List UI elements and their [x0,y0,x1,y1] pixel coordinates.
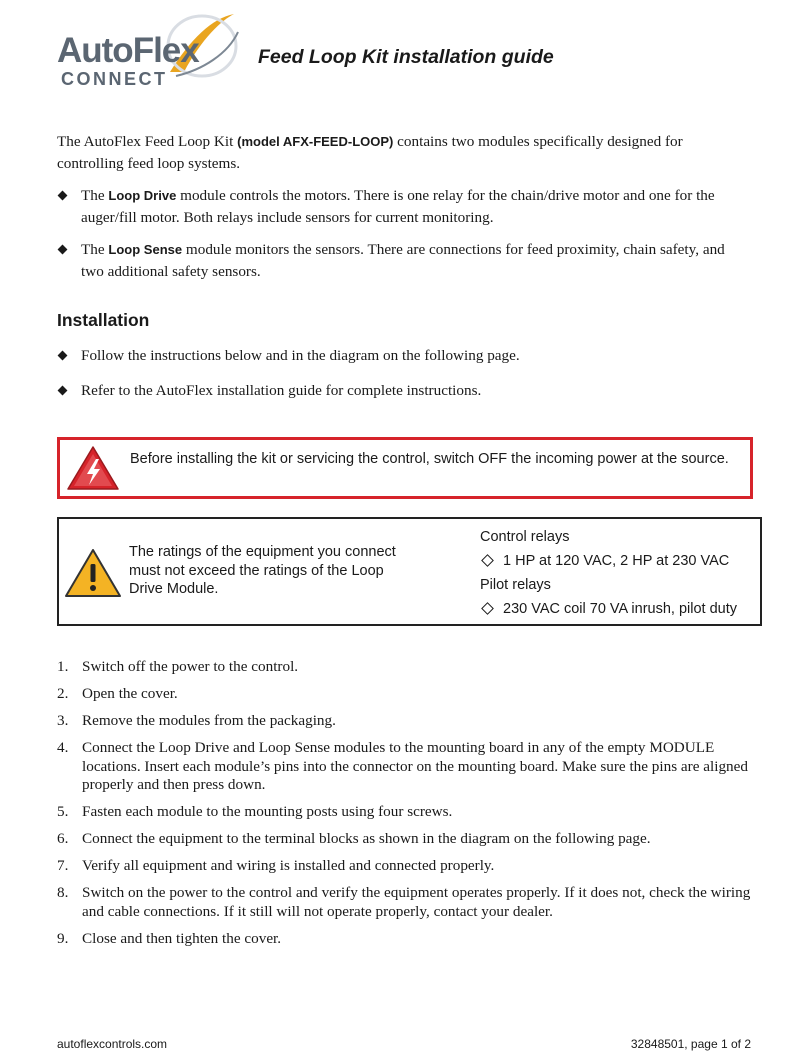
list-item [57,685,757,704]
step-text: Switch on the power to the control and verify the equipment operates properly. If it does not, check the wiring and cable connections. If it still will not operate properly, contact your dealer. [82,884,751,920]
intro-paragraph [57,131,747,175]
list-item [57,930,757,949]
control-relays-value: 1 HP at 120 VAC, 2 HP at 230 VAC [503,553,730,569]
list-item [57,380,747,402]
list-item [57,345,747,367]
instruction-text: Follow the instructions below and in the diagram on the following page. [81,347,520,364]
bullet-diamond-icon [58,351,68,361]
installation-steps [57,658,757,957]
list-item [57,857,757,876]
model-number: (model AFX-FEED-LOOP) [237,134,394,149]
step-text: Switch off the power to the control. [82,658,299,675]
list-item [57,803,757,822]
bullet-diamond-icon [58,191,68,201]
ratings-warning: The ratings of the equipment you connect must not exceed the ratings of the Loop Drive Module. [129,544,396,597]
caution-icon [64,548,122,598]
relay-specs [480,525,760,621]
module-list [57,185,747,283]
list-item [57,658,757,677]
step-number: 8. [57,884,69,901]
step-text: Open the cover. [82,685,178,702]
electrical-hazard-icon [66,445,120,491]
bullet-diamond-icon [58,386,68,396]
ratings-caution [57,517,762,626]
intro-text-end: contains two modules specifically designed for controlling feed loop systems. [57,133,683,172]
danger-notice [57,437,753,499]
step-text: Close and then tighten the cover. [82,929,282,947]
instruction-text: Refer to the AutoFlex installation guide for complete instructions. [81,382,482,399]
step-number: 5. [57,803,69,820]
logo-text: AutoFlex [57,31,199,70]
module-text-start: The [81,187,105,204]
step-number: 9. [57,929,69,947]
pilot-relays-spec [480,597,760,621]
step-text: Connect the Loop Drive and Loop Sense modules to the mounting board in any of the empty MODULE locations. Insert each module’s pins into the connector on the mounting board. Make sure the pins are aligned properly and then press down. [82,739,748,793]
step-text: Remove the modules from the packaging. [82,712,336,729]
module-name-loop-drive: Loop Drive [108,188,177,203]
document-title: Feed Loop Kit installation guide [258,46,554,68]
list-item [57,830,757,849]
module-text-start: The [81,241,105,258]
step-text: Verify all equipment and wiring is installed and connected properly. [82,857,495,874]
list-item [57,239,747,283]
pilot-relays-value: 230 VAC coil 70 VA inrush, pilot duty [503,601,738,617]
intro-text-start: The AutoFlex Feed Loop Kit [57,133,234,150]
step-number: 3. [57,712,69,729]
step-number: 6. [57,830,69,847]
hollow-diamond-icon [481,602,494,615]
control-relays-label: Control relays [480,529,570,545]
list-item [57,739,757,795]
footer-website[interactable]: autoflexcontrols.com [57,1037,168,1051]
step-text: Fasten each module to the mounting posts using four screws. [82,803,453,820]
step-number: 1. [57,658,69,675]
module-description: module monitors the sensors. There are connections for feed proximity, chain safety, and two additional safety sensors. [81,241,725,280]
logo-subtext: CONNECT [61,69,168,89]
list-item [57,712,757,731]
danger-message: Before installing the kit or servicing the control, switch OFF the incoming power at the source. [130,451,729,467]
module-name-loop-sense: Loop Sense [108,242,183,257]
footer-page-info: 32848501, page 1 of 2 [630,1037,751,1051]
control-relays-spec [480,549,760,573]
installation-list [57,345,747,402]
step-text: Connect the equipment to the terminal blocks as shown in the diagram on the following page. [82,830,651,847]
hollow-diamond-icon [481,554,494,567]
step-number: 4. [57,739,69,756]
installation-heading: Installation [57,310,150,330]
list-item [57,185,747,229]
autoflex-logo [52,10,252,88]
pilot-relays-label: Pilot relays [480,577,551,593]
bullet-diamond-icon [58,245,68,255]
step-number: 2. [57,685,69,702]
step-number: 7. [57,857,69,874]
list-item [57,884,757,921]
module-description: module controls the motors. There is one relay for the chain/drive motor and one for the auger/fill motor. Both relays include sensors for current monitoring. [81,187,715,226]
